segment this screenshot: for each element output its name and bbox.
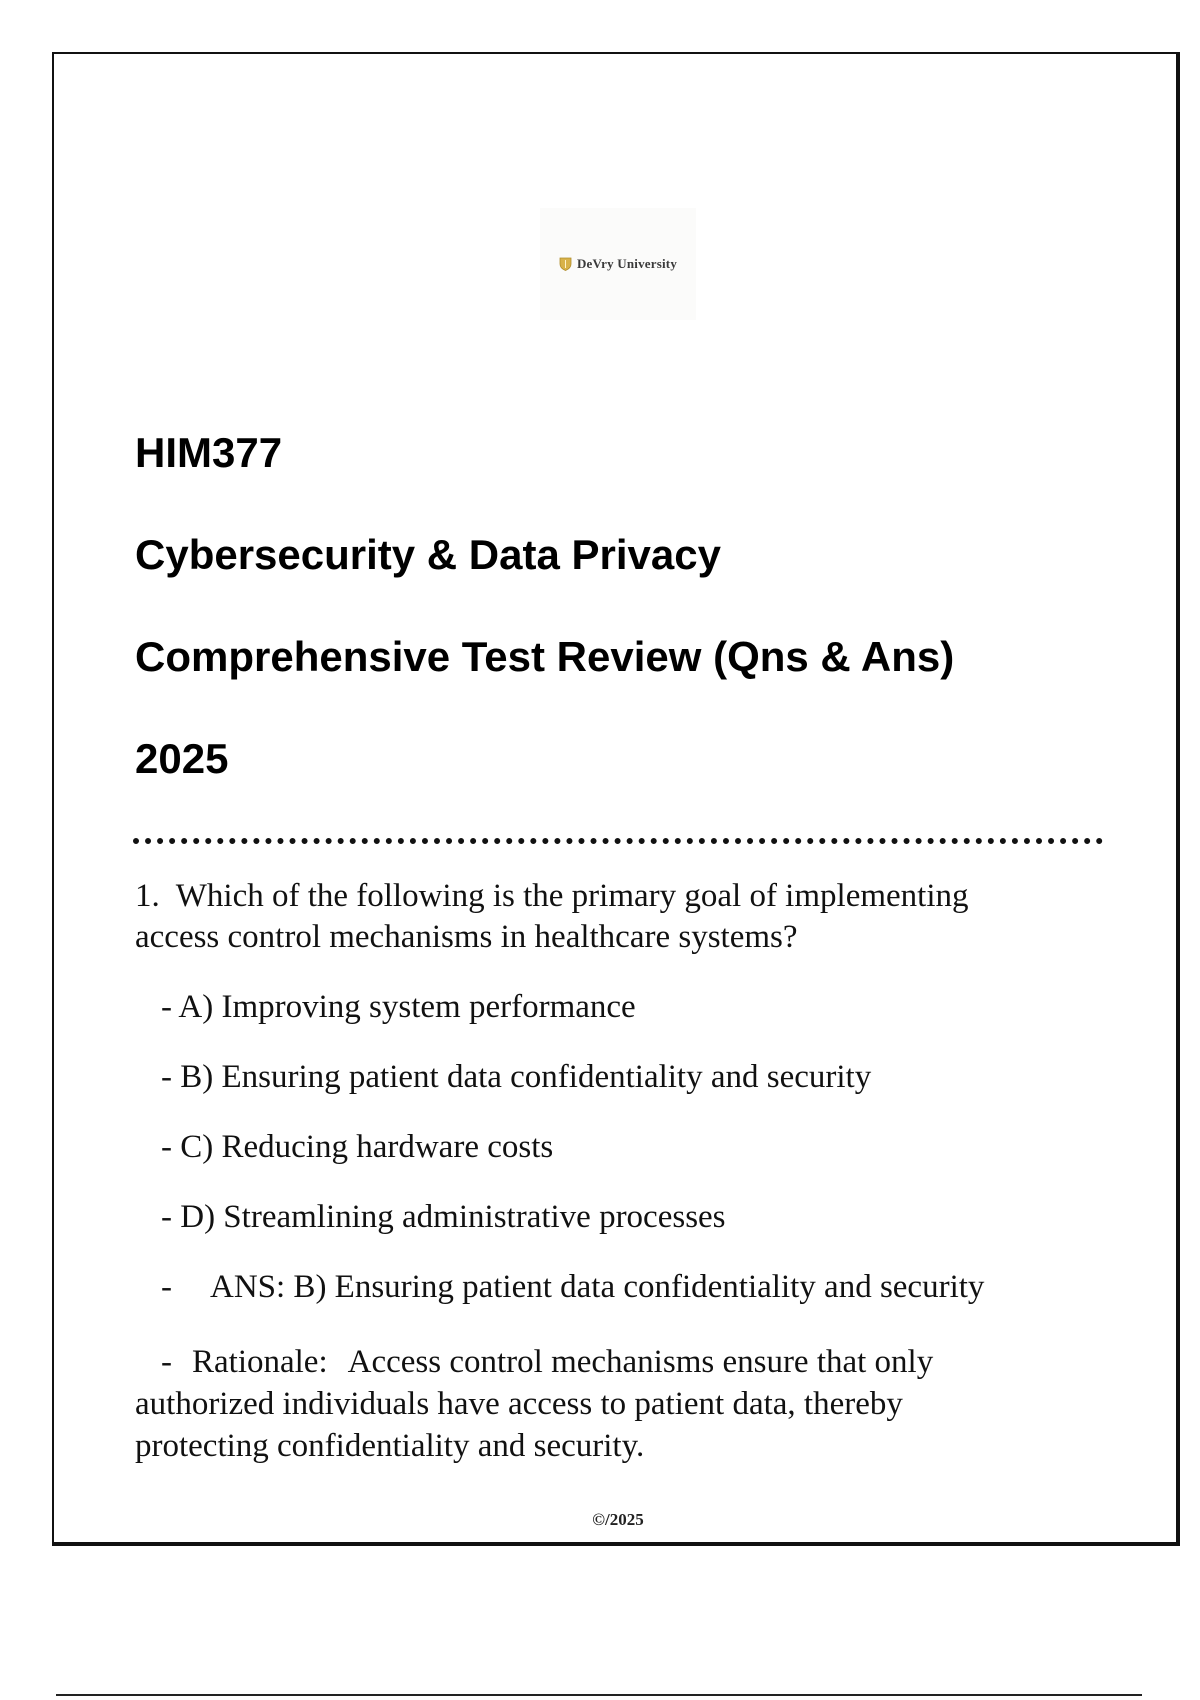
- university-logo: [540, 208, 696, 320]
- rationale-label: Rationale:: [192, 1344, 328, 1380]
- shield-icon: [559, 257, 572, 271]
- option-d: - D) Streamlining administrative processes: [161, 1199, 726, 1235]
- logo-text: DeVry University: [576, 256, 678, 271]
- answer-dash: -: [161, 1269, 172, 1305]
- question-1: [135, 876, 1095, 1464]
- course-name: Cybersecurity & Data Privacy: [135, 531, 721, 578]
- course-code: HIM377: [135, 429, 283, 476]
- bottom-rule: [56, 1694, 1142, 1696]
- question-number: 1.: [135, 878, 160, 914]
- answer-line: [161, 1267, 984, 1308]
- question-text-line1: Which of the following is the primary goal of implementing: [175, 878, 969, 914]
- rationale-line3: protecting confidentiality and security.: [135, 1428, 645, 1464]
- answer-text: ANS: B) Ensuring patient data confidentiality and security: [210, 1269, 985, 1305]
- question-text-line2: access control mechanisms in healthcare systems?: [135, 919, 798, 955]
- document-year: 2025: [135, 735, 229, 782]
- option-c: - C) Reducing hardware costs: [161, 1129, 554, 1165]
- dotted-divider: [133, 838, 1103, 844]
- rationale-dash: -: [161, 1344, 172, 1380]
- copyright-footer: ©/2025: [592, 1510, 644, 1529]
- option-a: - A) Improving system performance: [161, 989, 636, 1025]
- rationale: [135, 1341, 1095, 1467]
- rationale-line1: Access control mechanisms ensure that only: [347, 1344, 934, 1380]
- option-b: - B) Ensuring patient data confidentiality and security: [161, 1059, 872, 1095]
- question-stem: [135, 876, 1095, 958]
- document-subtitle: Comprehensive Test Review (Qns & Ans): [135, 633, 955, 680]
- rationale-line2: authorized individuals have access to patient data, thereby: [135, 1386, 903, 1422]
